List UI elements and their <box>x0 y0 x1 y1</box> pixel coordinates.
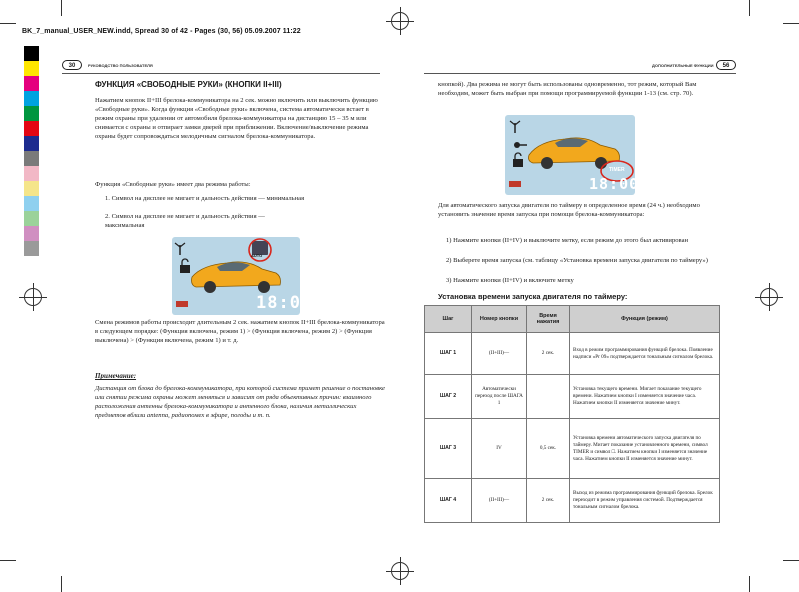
step-cell: ШАГ 2 <box>425 375 472 419</box>
timer-badge: TIMER <box>609 167 625 173</box>
function-cell: Выход из режима программирования функций брелока. Брелок переходит в режим управления системой. Подтверждается тональным сигналом брелока. <box>570 479 720 523</box>
paragraph: Смена режимов работы происходит длительным 2 сек. нажатием кнопок II+III брелока-коммуникатора в следующем порядке: (Функция включена, режим 1) > (Функция включена, режим 2) > (Функция выключена) > (Функция включена, режим 1) и т. д. <box>95 319 385 344</box>
note-text: Дистанция от блока до брелока-коммуникатора, при которой система примет решение о постановке или снятии режима охраны может меняться и зависит от ряда объективных причин: взаимного расположения антенны брелока-коммуникатора и антенного блока, наличия металлических предметов вблизи antenna, радиопомех в эфире, погоды и т. п. <box>95 385 385 419</box>
color-swatch <box>24 121 39 136</box>
battery-icon <box>509 181 521 187</box>
col-header: Шаг <box>425 306 472 333</box>
page-number-right: 56 <box>716 60 736 70</box>
time-cell: 2 сек. <box>527 333 570 375</box>
color-swatch <box>24 211 39 226</box>
display-time: 18:00 <box>589 175 640 193</box>
table-row <box>425 375 720 419</box>
color-swatch <box>24 166 39 181</box>
col-header: Функция (режим) <box>570 306 720 333</box>
crop-mark <box>749 576 750 592</box>
button-cell: (II+III)— <box>472 479 527 523</box>
button-cell: IV <box>472 419 527 479</box>
antenna-icon <box>510 121 520 133</box>
table-row <box>425 419 720 479</box>
color-swatch <box>24 181 39 196</box>
function-cell: Установка текущего времени. Мигает показание текущего времени. Нажатием кнопки I изменяется значение часа. Нажатием кнопки II изменяется значение минут. <box>570 375 720 419</box>
color-swatch <box>24 91 39 106</box>
color-swatch <box>24 196 39 211</box>
header-rule <box>62 73 380 74</box>
time-cell: 0,5 сек. <box>527 419 570 479</box>
key-icon <box>514 142 527 148</box>
crop-mark <box>783 23 799 24</box>
time-cell: 2 сек. <box>527 479 570 523</box>
step-item: 2) Выберете время запуска (см. таблицу «Установка времени запуска двигателя по таймеру») <box>446 257 708 264</box>
step-cell: ШАГ 4 <box>425 479 472 523</box>
paragraph: Для автоматического запуска двигателя по таймеру в определенное время (24 ч.) необходимо установить значение время запуска при помощи брелока-коммуникатора: <box>438 202 700 218</box>
color-swatch <box>24 151 39 166</box>
paragraph: Функция «Свободные руки» имеет два режима работы: <box>95 181 251 188</box>
table-heading: Установка времени запуска двигателя по таймеру: <box>438 292 628 301</box>
color-swatch <box>24 226 39 241</box>
display-time: 18:00 <box>256 293 313 313</box>
color-swatch <box>24 136 39 151</box>
button-cell: (II+III)— <box>472 333 527 375</box>
running-head-right: ДОПОЛНИТЕЛЬНЫЕ ФУНКЦИИ <box>652 63 714 68</box>
color-swatch <box>24 76 39 91</box>
list-item: 1. Символ на дисплее не мигает и дальность действия — минимальная <box>105 195 305 202</box>
color-swatch <box>24 241 39 256</box>
crop-mark <box>749 0 750 16</box>
registration-mark <box>391 562 409 580</box>
step-cell: ШАГ 1 <box>425 333 472 375</box>
table-row <box>425 333 720 375</box>
function-cell: Вход в режим программирования функций брелока. Появление надписи «Pr 09» подтверждается тональным сигналом брелока. <box>570 333 720 375</box>
steps-table <box>424 305 720 523</box>
note-title: Примечание: <box>95 372 137 380</box>
crop-mark <box>0 23 16 24</box>
list-item: 2. Символ на дисплее не мигает и дальность действия — максимальная <box>105 213 265 229</box>
battery-icon <box>176 301 188 307</box>
antenna-icon <box>175 243 185 255</box>
auto-badge: AUTO <box>251 253 263 258</box>
lock-icon <box>180 259 190 273</box>
page-number-left: 30 <box>62 60 82 70</box>
lock-icon <box>513 153 523 167</box>
step-item: 3) Нажмите кнопки (II+IV) и включите метку <box>446 277 574 284</box>
paragraph: кнопкой). Два режима не могут быть использованы одновременно, тот режим, который Вам необходим, может быть выбран при помощи программируемой функции 1-13 (см. стр. 70). <box>438 81 697 97</box>
step-cell: ШАГ 3 <box>425 419 472 479</box>
keyfob-display <box>172 237 313 315</box>
col-header: Номер кнопки <box>472 306 527 333</box>
col-header: Время нажатия <box>527 306 570 333</box>
crop-mark <box>61 576 62 592</box>
color-swatch <box>24 61 39 76</box>
registration-mark <box>391 12 409 30</box>
crop-mark <box>0 560 16 561</box>
color-swatch <box>24 46 39 61</box>
button-cell: Автоматически переход после ШАГА 1 <box>472 375 527 419</box>
table-row <box>425 479 720 523</box>
registration-mark <box>24 288 42 306</box>
print-header: BK_7_manual_USER_NEW.indd, Spread 30 of 42 - Pages (30, 56) 05.09.2007 11:22 <box>22 28 301 35</box>
color-swatch-bar <box>24 46 39 256</box>
color-swatch <box>24 106 39 121</box>
step-item: 1) Нажмите кнопки (II+IV) и выключите метку, если режим до этого был активирован <box>446 237 689 244</box>
registration-mark <box>760 288 778 306</box>
crop-mark <box>61 0 62 16</box>
running-head-left: РУКОВОДСТВО ПОЛЬЗОВАТЕЛЯ <box>88 63 153 68</box>
function-cell: Установка времени автоматического запуска двигателя по таймеру. Мигает показание установленного времени, символ TIMER и символ □. Нажатием кнопки I изменяется значение часа. Нажатием кнопки II изменяется значение минут. <box>570 419 720 479</box>
header-rule <box>424 73 736 74</box>
crop-mark <box>783 560 799 561</box>
section-heading: ФУНКЦИЯ «СВОБОДНЫЕ РУКИ» (КНОПКИ II+III) <box>95 80 282 89</box>
car-icon <box>192 262 281 293</box>
paragraph: Нажатием кнопок II+III брелока-коммуникатора на 2 сек. можно включить или выключить функцию «Свободные руки». Когда функция «Свободные руки» включена, система автоматически встает в режим охраны при удалении от автомобиля брелока-коммуникатора на дистанцию 15 – 35 м или снимается с охраны и отпирает замки дверей при приближении. Включение/выключение режима охраны будет сопровождаться мелодичным сигналом брелока-коммуникатора. <box>95 97 378 140</box>
keyfob-display <box>505 115 640 195</box>
time-cell <box>527 375 570 419</box>
